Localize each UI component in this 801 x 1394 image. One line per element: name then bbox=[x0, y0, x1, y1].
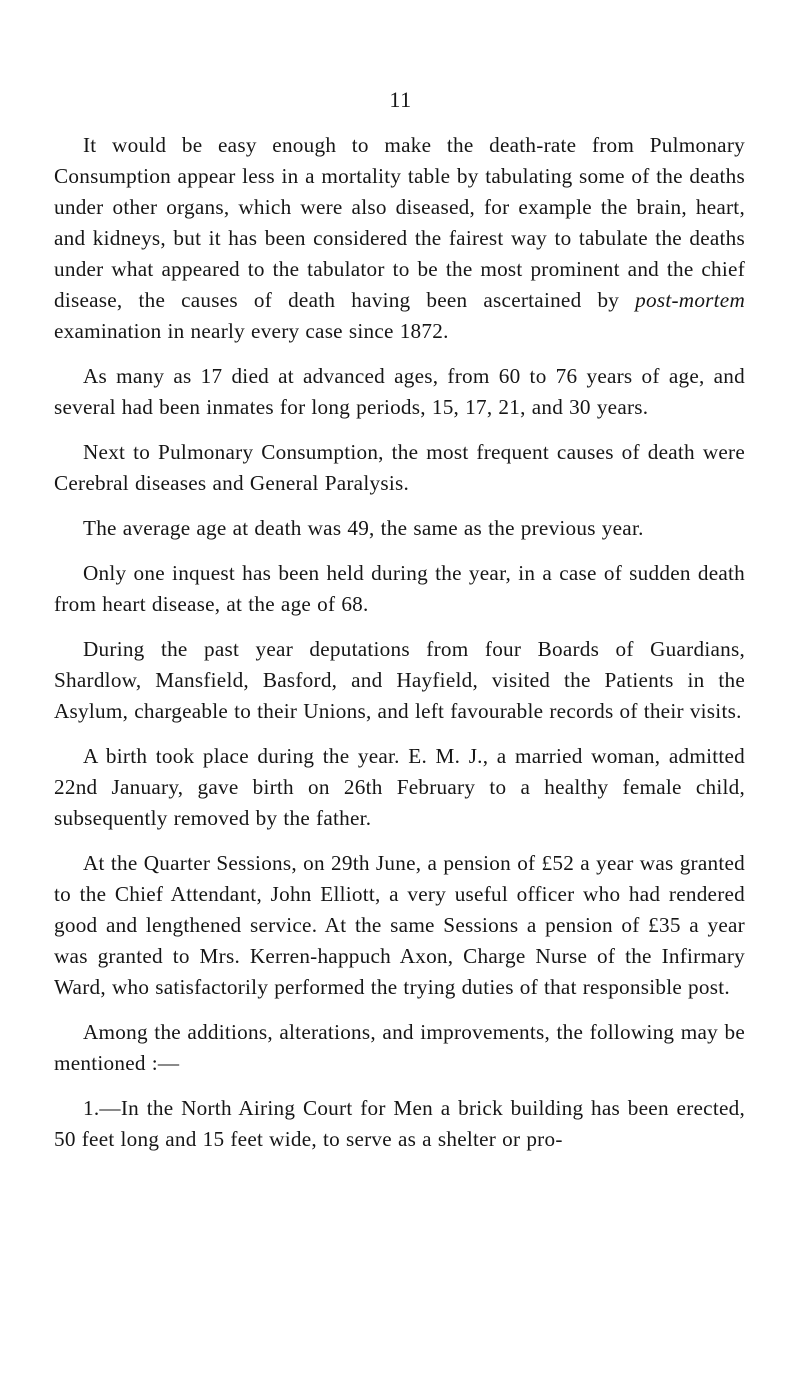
paragraph-frequent-causes: Next to Pulmonary Consumption, the most frequent causes of death were Cerebral diseases and General Paralysis. bbox=[54, 440, 745, 495]
paragraph-pulmonary-consumption-tabulation bbox=[54, 130, 745, 347]
paragraph-birth: A birth took place during the year. E. M. J., a married woman, admitted 22nd January, gave birth on 26th February to a healthy female child, subsequently removed by the father. bbox=[54, 744, 745, 830]
paragraph-advanced-ages: As many as 17 died at advanced ages, from 60 to 76 years of age, and several had been inmates for long periods, 15, 17, 21, and 30 years. bbox=[54, 364, 745, 419]
body-text bbox=[54, 130, 745, 1155]
paragraph-average-age: The average age at death was 49, the same as the previous year. bbox=[83, 516, 644, 540]
paragraph-pensions: At the Quarter Sessions, on 29th June, a pension of £52 a year was granted to the Chief Attendant, John Elliott, a very useful officer who had rendered good and lengthened service. At the same Sessions a pension of £35 a year was granted to Mrs. Kerren-happuch Axon, Charge Nurse of the Infirmary Ward, who satisfactorily performed the trying duties of that responsible post. bbox=[54, 851, 745, 999]
paragraph-inquest: Only one inquest has been held during the year, in a case of sudden death from heart disease, at the age of 68. bbox=[54, 561, 745, 616]
paragraph-text: examination in nearly every case since 1872. bbox=[54, 319, 449, 343]
paragraph-text: It would be easy enough to make the death-rate from Pulmonary Consumption appear less in a mortality table by tabulating some of the deaths under other organs, which were also diseased, for example the brain, heart, and kidneys, but it has been considered the fairest way to tabulate the deaths under what appeared to the tabulator to be the most prominent and the chief disease, the causes of death having been ascertained by bbox=[54, 133, 745, 312]
paragraph-improvement-1: 1.—In the North Airing Court for Men a brick building has been erected, 50 feet long and 15 feet wide, to serve as a shelter or pro- bbox=[54, 1096, 745, 1151]
paragraph-deputations: During the past year deputations from four Boards of Guardians, Shardlow, Mansfield, Basford, and Hayfield, visited the Patients in the Asylum, chargeable to their Unions, and left favourable records of their visits. bbox=[54, 637, 745, 723]
page-number: 11 bbox=[389, 87, 412, 112]
paragraph-improvements-intro: Among the additions, alterations, and improvements, the following may be mentioned :— bbox=[54, 1020, 745, 1075]
italic-term-post-mortem: post-mortem bbox=[635, 288, 745, 312]
